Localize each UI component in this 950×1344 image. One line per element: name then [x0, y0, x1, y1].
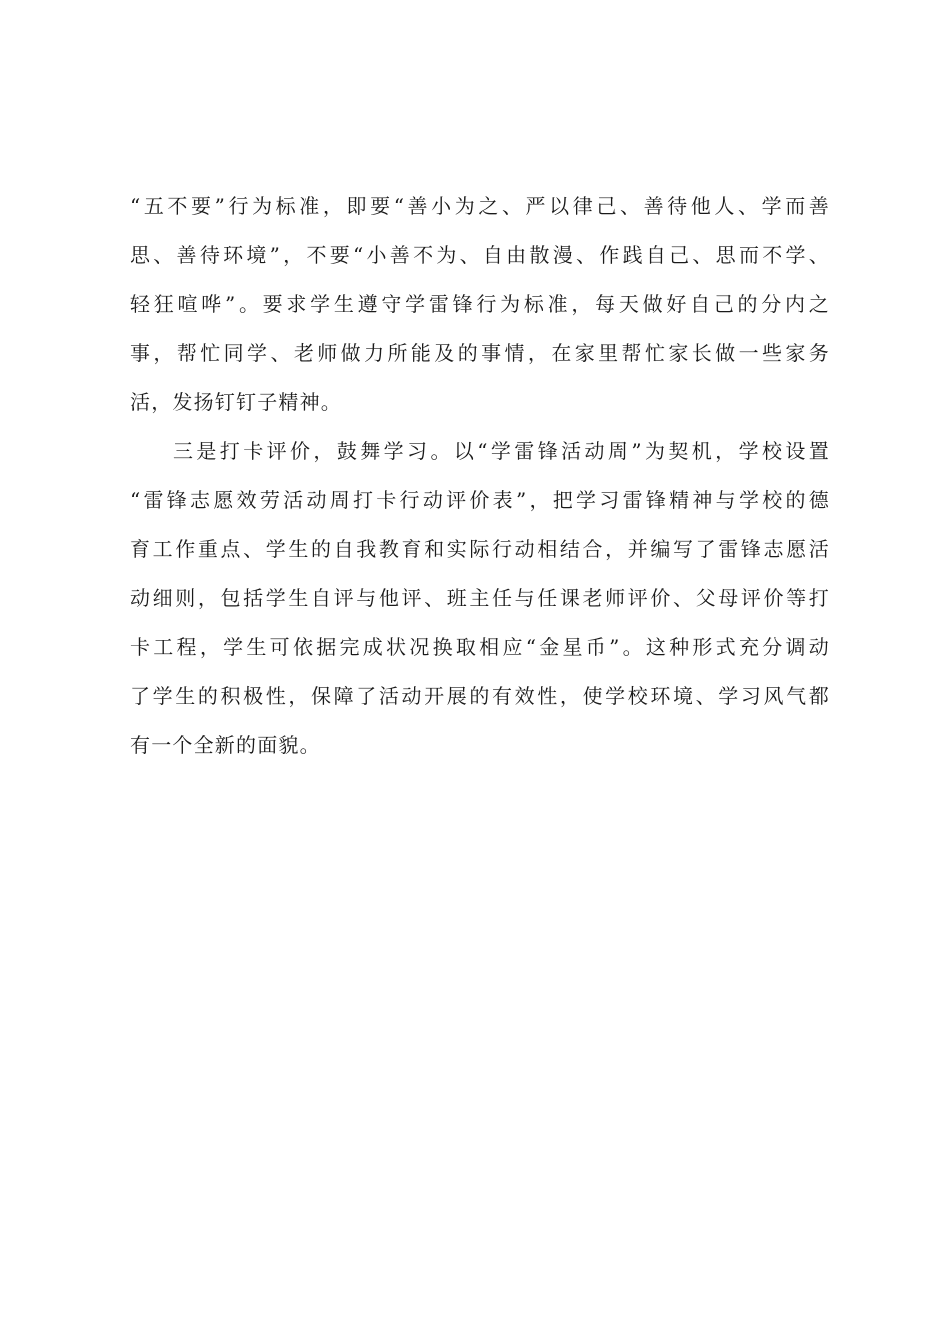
paragraph-continuation — [130, 182, 830, 427]
paragraph-check-in-evaluation — [130, 427, 830, 770]
text-line: “五不要”行为标准，即要“善小为之、严以律己、善待他人、学而善 — [130, 194, 830, 218]
text-line: 活，发扬钉钉子精神。 — [130, 390, 342, 414]
text-line: 有一个全新的面貌。 — [130, 733, 321, 757]
text-line: 思、善待环境”，不要“小善不为、自由散漫、作践自己、思而不学、 — [130, 243, 830, 267]
text-line: 轻狂喧哗”。要求学生遵守学雷锋行为标准，每天做好自己的分内之 — [130, 292, 830, 316]
text-line: 三是打卡评价，鼓舞学习。以“学雷锋活动周”为契机，学校设置 — [173, 439, 830, 463]
text-line: 动细则，包括学生自评与他评、班主任与任课老师评价、父母评价等打 — [130, 586, 830, 610]
text-line: 了学生的积极性，保障了活动开展的有效性，使学校环境、学习风气都 — [130, 684, 830, 708]
text-line: “雷锋志愿效劳活动周打卡行动评价表”，把学习雷锋精神与学校的德 — [130, 488, 830, 512]
text-line: 育工作重点、学生的自我教育和实际行动相结合，并编写了雷锋志愿活 — [130, 537, 830, 561]
document-body — [130, 182, 830, 770]
text-line: 卡工程，学生可依据完成状况换取相应“金星币”。这种形式充分调动 — [130, 635, 830, 659]
text-line: 事，帮忙同学、老师做力所能及的事情，在家里帮忙家长做一些家务 — [130, 341, 830, 365]
